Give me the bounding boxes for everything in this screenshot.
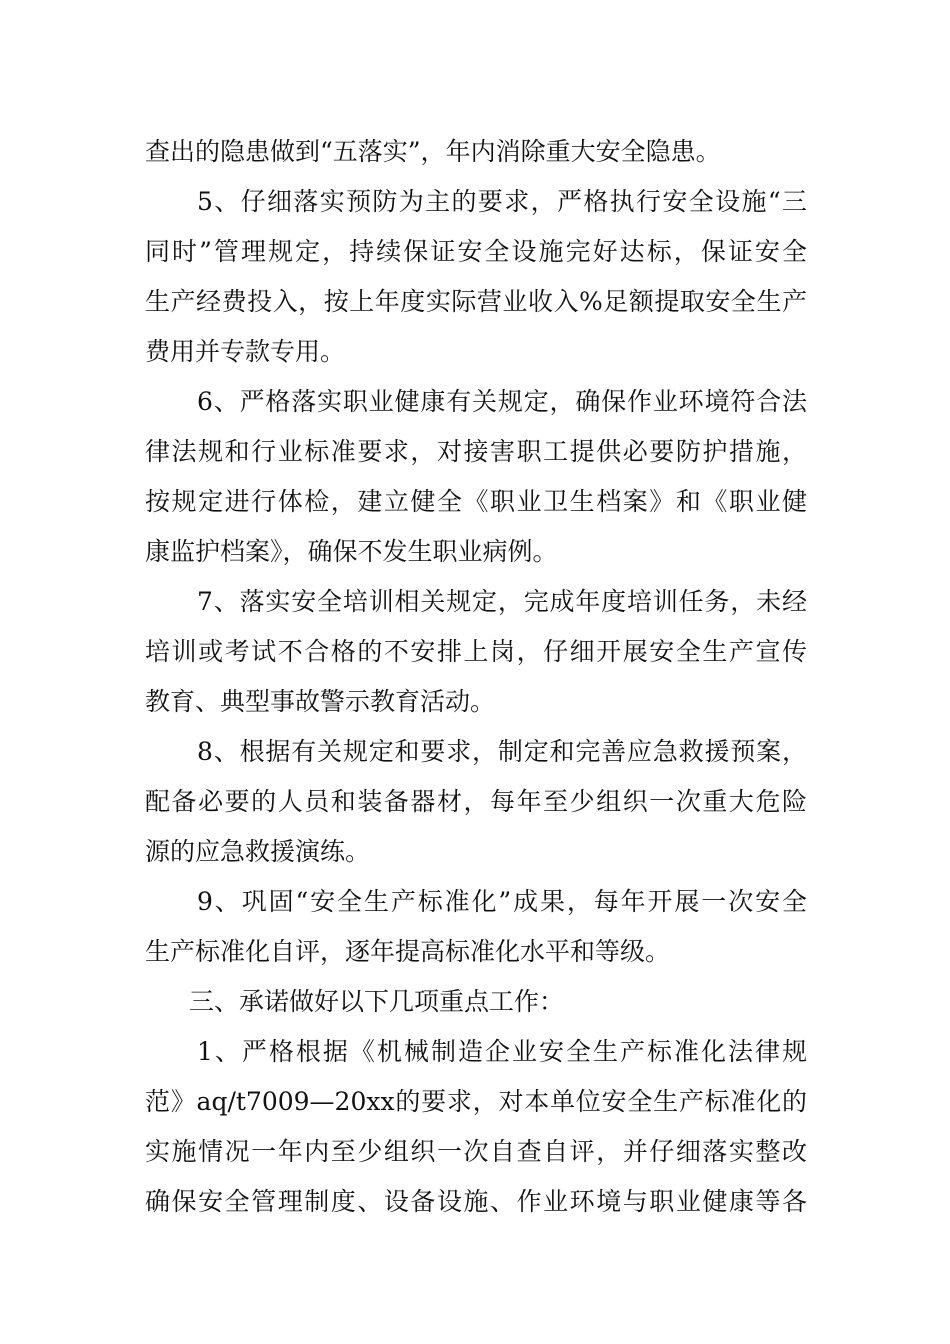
text-line: 费用并专款专用。 [145,337,346,366]
text-line: 康监护档案》，确保不发生职业病例。 [145,537,558,566]
text-line: 范》aq/t7009—20xx的要求，对本单位安全生产标准化的 [145,1087,807,1116]
text-line: 源的应急救援演练。 [145,837,371,866]
paragraph-item-5: 5、仔细落实预防为主的要求，严格执行安全设施“三 [197,187,807,216]
text-line: 同时”管理规定，持续保证安全设施完好达标，保证安全 [145,237,807,266]
paragraph-item-6: 6、严格落实职业健康有关规定，确保作业环境符合法 [197,387,807,416]
text-line: 实施情况一年内至少组织一次自查自评，并仔细落实整改 [145,1137,807,1166]
paragraph-item-9: 9、巩固“安全生产标准化”成果，每年开展一次安全 [197,887,807,916]
document-body [145,127,807,1227]
text-line: 生产标准化自评，逐年提高标准化水平和等级。 [145,937,671,966]
text-line: 律法规和行业标准要求，对接害职工提供必要防护措施， [145,437,807,466]
text-line: 确保安全管理制度、设备设施、作业环境与职业健康等各 [145,1187,807,1216]
text-line: 培训或考试不合格的不安排上岗，仔细开展安全生产宣传 [145,637,807,666]
paragraph-item-8: 8、根据有关规定和要求，制定和完善应急救援预案， [197,737,807,766]
text-line: 生产经费投入，按上年度实际营业收入%足额提取安全生产 [145,287,807,316]
paragraph-item-1: 1、严格根据《机械制造企业安全生产标准化法律规 [197,1037,807,1066]
paragraph-item-7: 7、落实安全培训相关规定，完成年度培训任务，未经 [197,587,807,616]
text-line: 查出的隐患做到“五落实”，年内消除重大安全隐患。 [145,137,721,166]
text-line: 教育、典型事故警示教育活动。 [145,687,496,716]
text-line: 配备必要的人员和装备器材，每年至少组织一次重大危险 [145,787,807,816]
section-heading: 三、承诺做好以下几项重点工作： [189,987,565,1016]
text-line: 按规定进行体检，建立健全《职业卫生档案》和《职业健 [145,487,807,516]
